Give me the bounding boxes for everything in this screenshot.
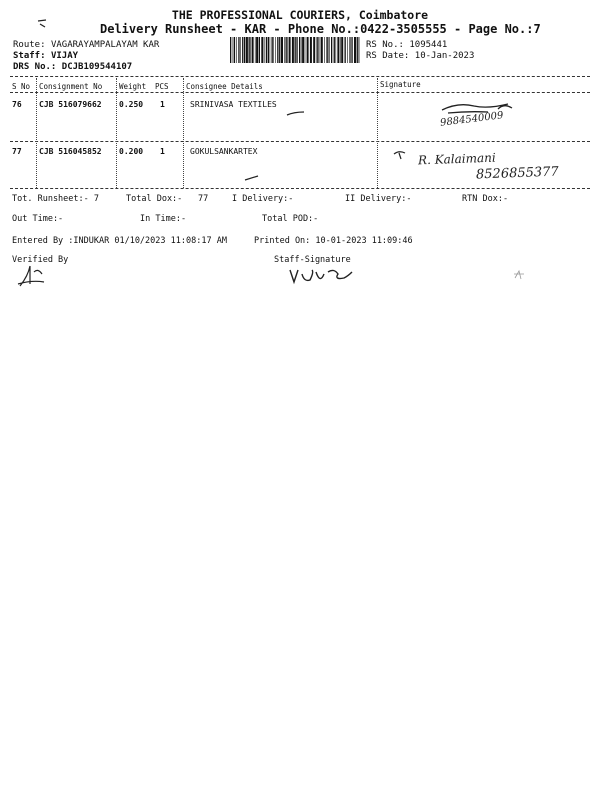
- printed-on: Printed On: 10-01-2023 11:09:46: [254, 236, 413, 246]
- company-title: THE PROFESSIONAL COURIERS, Coimbatore: [171, 8, 429, 22]
- in-time-label: In Time:-: [140, 214, 187, 224]
- header-signature: Signature: [380, 80, 421, 89]
- staff-line: [13, 51, 78, 61]
- tick-mark-icon: [286, 110, 306, 118]
- header-weight: Weight: [119, 82, 147, 91]
- staff-value: VIJAY: [50, 51, 79, 61]
- ii-delivery-label: II Delivery:-: [345, 194, 412, 204]
- rs-date-label: RS Date:: [366, 51, 410, 61]
- drs-label: DRS No.:: [13, 62, 57, 72]
- handwritten-phone: 9884540009: [439, 110, 505, 129]
- row-divider-rule: [10, 141, 590, 142]
- tot-runsheet: [12, 194, 99, 204]
- row-consignee: GOKULSANKARTEX: [190, 147, 258, 156]
- tick-mark-icon: [244, 174, 260, 182]
- column-divider: [183, 78, 184, 188]
- pen-mark-icon: [36, 18, 50, 30]
- header-consignment: Consignment No: [39, 82, 103, 91]
- staff-label: Staff:: [13, 51, 46, 61]
- total-dox-label: Total Dox:-: [126, 194, 183, 204]
- row-pcs: 1: [160, 147, 165, 156]
- verified-by-label: Verified By: [12, 255, 69, 265]
- rtn-dox-label: RTN Dox:-: [462, 194, 509, 204]
- row-consignment: CJB 516079662: [39, 100, 102, 109]
- row-consignment: CJB 516045852: [39, 147, 102, 156]
- staff-signature-icon: [288, 266, 358, 286]
- handwritten-name: R. Kalaimani: [417, 150, 496, 168]
- rs-no-line: [366, 40, 447, 50]
- rs-no-value: 1095441: [409, 40, 448, 50]
- table-bottom-rule: [10, 188, 590, 189]
- faint-mark-icon: [512, 268, 526, 282]
- header-consignee: Consignee Details: [186, 82, 263, 91]
- row-pcs: 1: [160, 100, 165, 109]
- out-time-label: Out Time:-: [12, 214, 64, 224]
- entered-by: Entered By :INDUKAR 01/10/2023 11:08:17 AM: [12, 236, 227, 246]
- column-divider: [116, 78, 117, 188]
- rs-date-value: 10-Jan-2023: [414, 51, 475, 61]
- row-consignee: SRINIVASA TEXTILES: [190, 100, 277, 109]
- row-weight: 0.200: [119, 147, 144, 156]
- tot-runsheet-label: Tot. Runsheet:-: [12, 194, 89, 204]
- i-delivery-label: I Delivery:-: [232, 194, 294, 204]
- header-sno: S No: [12, 82, 31, 91]
- total-dox-value: 77: [198, 194, 209, 204]
- table-header-rule: [10, 92, 590, 93]
- tick-mark-icon: [392, 148, 408, 160]
- rs-date-line: [366, 51, 474, 61]
- route-value: VAGARAYAMPALAYAM KAR: [50, 40, 160, 50]
- drs-value: DCJB109544107: [61, 62, 133, 72]
- route-line: [13, 40, 159, 50]
- table-top-rule: [10, 76, 590, 77]
- total-pod-label: Total POD:-: [262, 214, 319, 224]
- column-divider: [36, 78, 37, 188]
- row-sno: 77: [12, 147, 22, 156]
- total-dox: [126, 194, 182, 204]
- staff-signature-label: Staff-Signature: [274, 255, 351, 265]
- row-weight: 0.250: [119, 100, 144, 109]
- rs-no-label: RS No.:: [366, 40, 404, 50]
- barcode-image: [230, 37, 360, 63]
- column-divider: [377, 78, 378, 188]
- header-pcs: PCS: [155, 82, 169, 91]
- tot-runsheet-value: 7: [93, 194, 100, 204]
- runsheet-title: Delivery Runsheet - KAR - Phone No.:0422-3505555 - Page No.:7: [100, 22, 541, 36]
- verifier-signature-icon: [16, 262, 46, 290]
- handwritten-phone: 8526855377: [475, 164, 559, 183]
- route-label: Route:: [13, 40, 46, 50]
- drs-line: [13, 62, 132, 72]
- row-sno: 76: [12, 100, 22, 109]
